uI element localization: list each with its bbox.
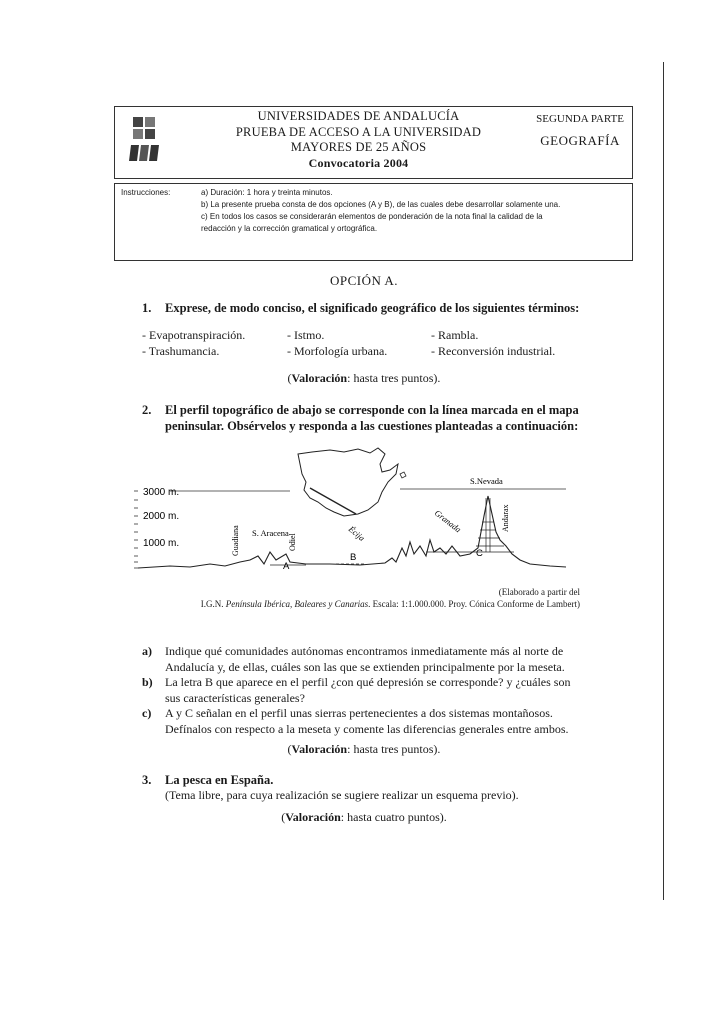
subquestion-a-label: a) — [142, 644, 152, 658]
valuation-label: Valoración — [285, 810, 341, 824]
elevation-label-3000: 3000 m. — [143, 487, 180, 498]
term: - Morfología urbana. — [287, 344, 388, 358]
figure-source-2 — [100, 599, 580, 610]
elevation-label-2000: 2000 m. — [143, 511, 180, 522]
header-titles — [205, 109, 512, 171]
term: - Evapotranspiración. — [142, 328, 246, 342]
exam-header — [114, 106, 633, 179]
topographic-figure — [130, 436, 580, 582]
valuation-label: Valoración — [291, 371, 348, 385]
instructions-body — [201, 187, 624, 235]
source-prefix: I.G.N. — [200, 599, 226, 609]
label-sierra-nevada: S.Nevada — [470, 476, 503, 486]
label-odiel: Odiel — [288, 533, 297, 551]
label-guadiana: Guadiana — [231, 525, 240, 556]
subquestion-b — [165, 675, 635, 706]
instructions-box — [114, 183, 633, 261]
letter-c: C — [476, 548, 483, 559]
term: - Reconversión industrial. — [431, 344, 556, 358]
valuation-text: : hasta cuatro puntos). — [340, 810, 447, 824]
elevation-label-1000: 1000 m. — [143, 538, 180, 549]
question-3-number: 3. — [142, 773, 152, 787]
terms-col-1 — [142, 327, 245, 359]
terms-col-3 — [431, 327, 555, 359]
valuation-text: : hasta tres puntos). — [347, 742, 441, 756]
question-1-number: 1. — [142, 301, 152, 315]
subquestion-c-line-2: Defínalos con respecto a la meseta y comente las diferencias generales entre ambos. — [165, 721, 569, 736]
header-line-1: UNIVERSIDADES DE ANDALUCÍA — [257, 109, 460, 123]
instructions-label: Instrucciones: — [121, 188, 171, 197]
q1-valuation: (Valoración: hasta tres puntos). — [287, 371, 441, 385]
instruction-a: a) Duración: 1 hora y treinta minutos. — [201, 188, 333, 197]
valuation-label: Valoración — [291, 742, 348, 756]
terms-col-2 — [287, 327, 387, 359]
subquestion-c-label: c) — [142, 706, 152, 720]
term: - Rambla. — [431, 328, 479, 342]
subquestion-a — [165, 644, 635, 675]
label-andarax: Andarax — [501, 504, 510, 532]
subquestion-a-line-1: Indique qué comunidades autónomas encontramos inmediatamente más al norte de — [165, 644, 564, 658]
header-line-2: PRUEBA DE ACCESO A LA UNIVERSIDAD — [235, 124, 482, 139]
letter-a: A — [283, 561, 290, 572]
source-suffix: . Escala: 1:1.000.000. Proy. Cónica Conforme de Lambert) — [368, 599, 580, 609]
instruction-c1: c) En todos los casos se considerarán elementos de ponderación de la nota final la calidad de la — [201, 212, 543, 221]
page-margin-line — [663, 62, 664, 900]
subject-label: GEOGRAFÍA — [540, 133, 620, 148]
letter-b: B — [350, 552, 357, 563]
label-sierra-aracena: S. Aracena — [252, 528, 289, 538]
label-ecija: Écija — [346, 523, 367, 544]
subquestion-c — [165, 706, 635, 737]
peninsula-map — [298, 448, 398, 516]
header-subject — [536, 113, 624, 149]
subquestion-b-label: b) — [142, 675, 153, 689]
question-1-text: Exprese, de modo conciso, el significado geográfico de los siguientes términos: — [165, 301, 580, 315]
q2-valuation: (Valoración: hasta tres puntos). — [287, 742, 441, 756]
q3-valuation: (Valoración: hasta cuatro puntos). — [281, 810, 447, 824]
question-2-number: 2. — [142, 403, 152, 417]
part-label: SEGUNDA PARTE — [536, 113, 624, 125]
subquestion-a-line-2: Andalucía y, de ellas, cuáles son las que se extienden principalmente por la meseta. — [165, 659, 565, 674]
question-3-subtext: (Tema libre, para cuya realización se sugiere realizar un esquema previo). — [165, 788, 519, 802]
subquestion-b-line-1: La letra B que aparece en el perfil ¿con qué depresión se corresponde? y ¿cuáles son — [165, 675, 571, 689]
subquestion-b-line-2: sus características generales? — [165, 690, 305, 705]
university-logo-icon — [129, 115, 159, 165]
instruction-c2: redacción y la corrección gramatical y ortográfica. — [201, 224, 378, 233]
header-line-4: Convocatoria 2004 — [308, 155, 409, 170]
header-line-3: MAYORES DE 25 AÑOS — [290, 140, 427, 154]
label-granada: Granada — [432, 507, 464, 535]
source-title: Península Ibérica, Baleares y Canarias — [225, 599, 369, 609]
option-title: OPCIÓN A. — [329, 273, 399, 288]
subquestion-c-line-1: A y C señalan en el perfil unas sierras pertenecientes a dos sistemas montañosos. — [165, 706, 553, 720]
valuation-text: : hasta tres puntos). — [347, 371, 441, 385]
question-2-line-1: El perfil topográfico de abajo se corresponde con la línea marcada en el mapa — [165, 403, 579, 417]
question-2-line-2: peninsular. Obsérvelos y responda a las cuestiones planteadas a continuación: — [165, 419, 579, 433]
question-3-text: La pesca en España. — [165, 773, 274, 787]
instruction-b: b) La presente prueba consta de dos opciones (A y B), de las cuales debe desarrollar solamente una. — [201, 200, 561, 209]
figure-source-1: (Elaborado a partir del — [498, 587, 580, 597]
term: - Istmo. — [287, 328, 325, 342]
term: - Trashumancia. — [142, 344, 220, 358]
